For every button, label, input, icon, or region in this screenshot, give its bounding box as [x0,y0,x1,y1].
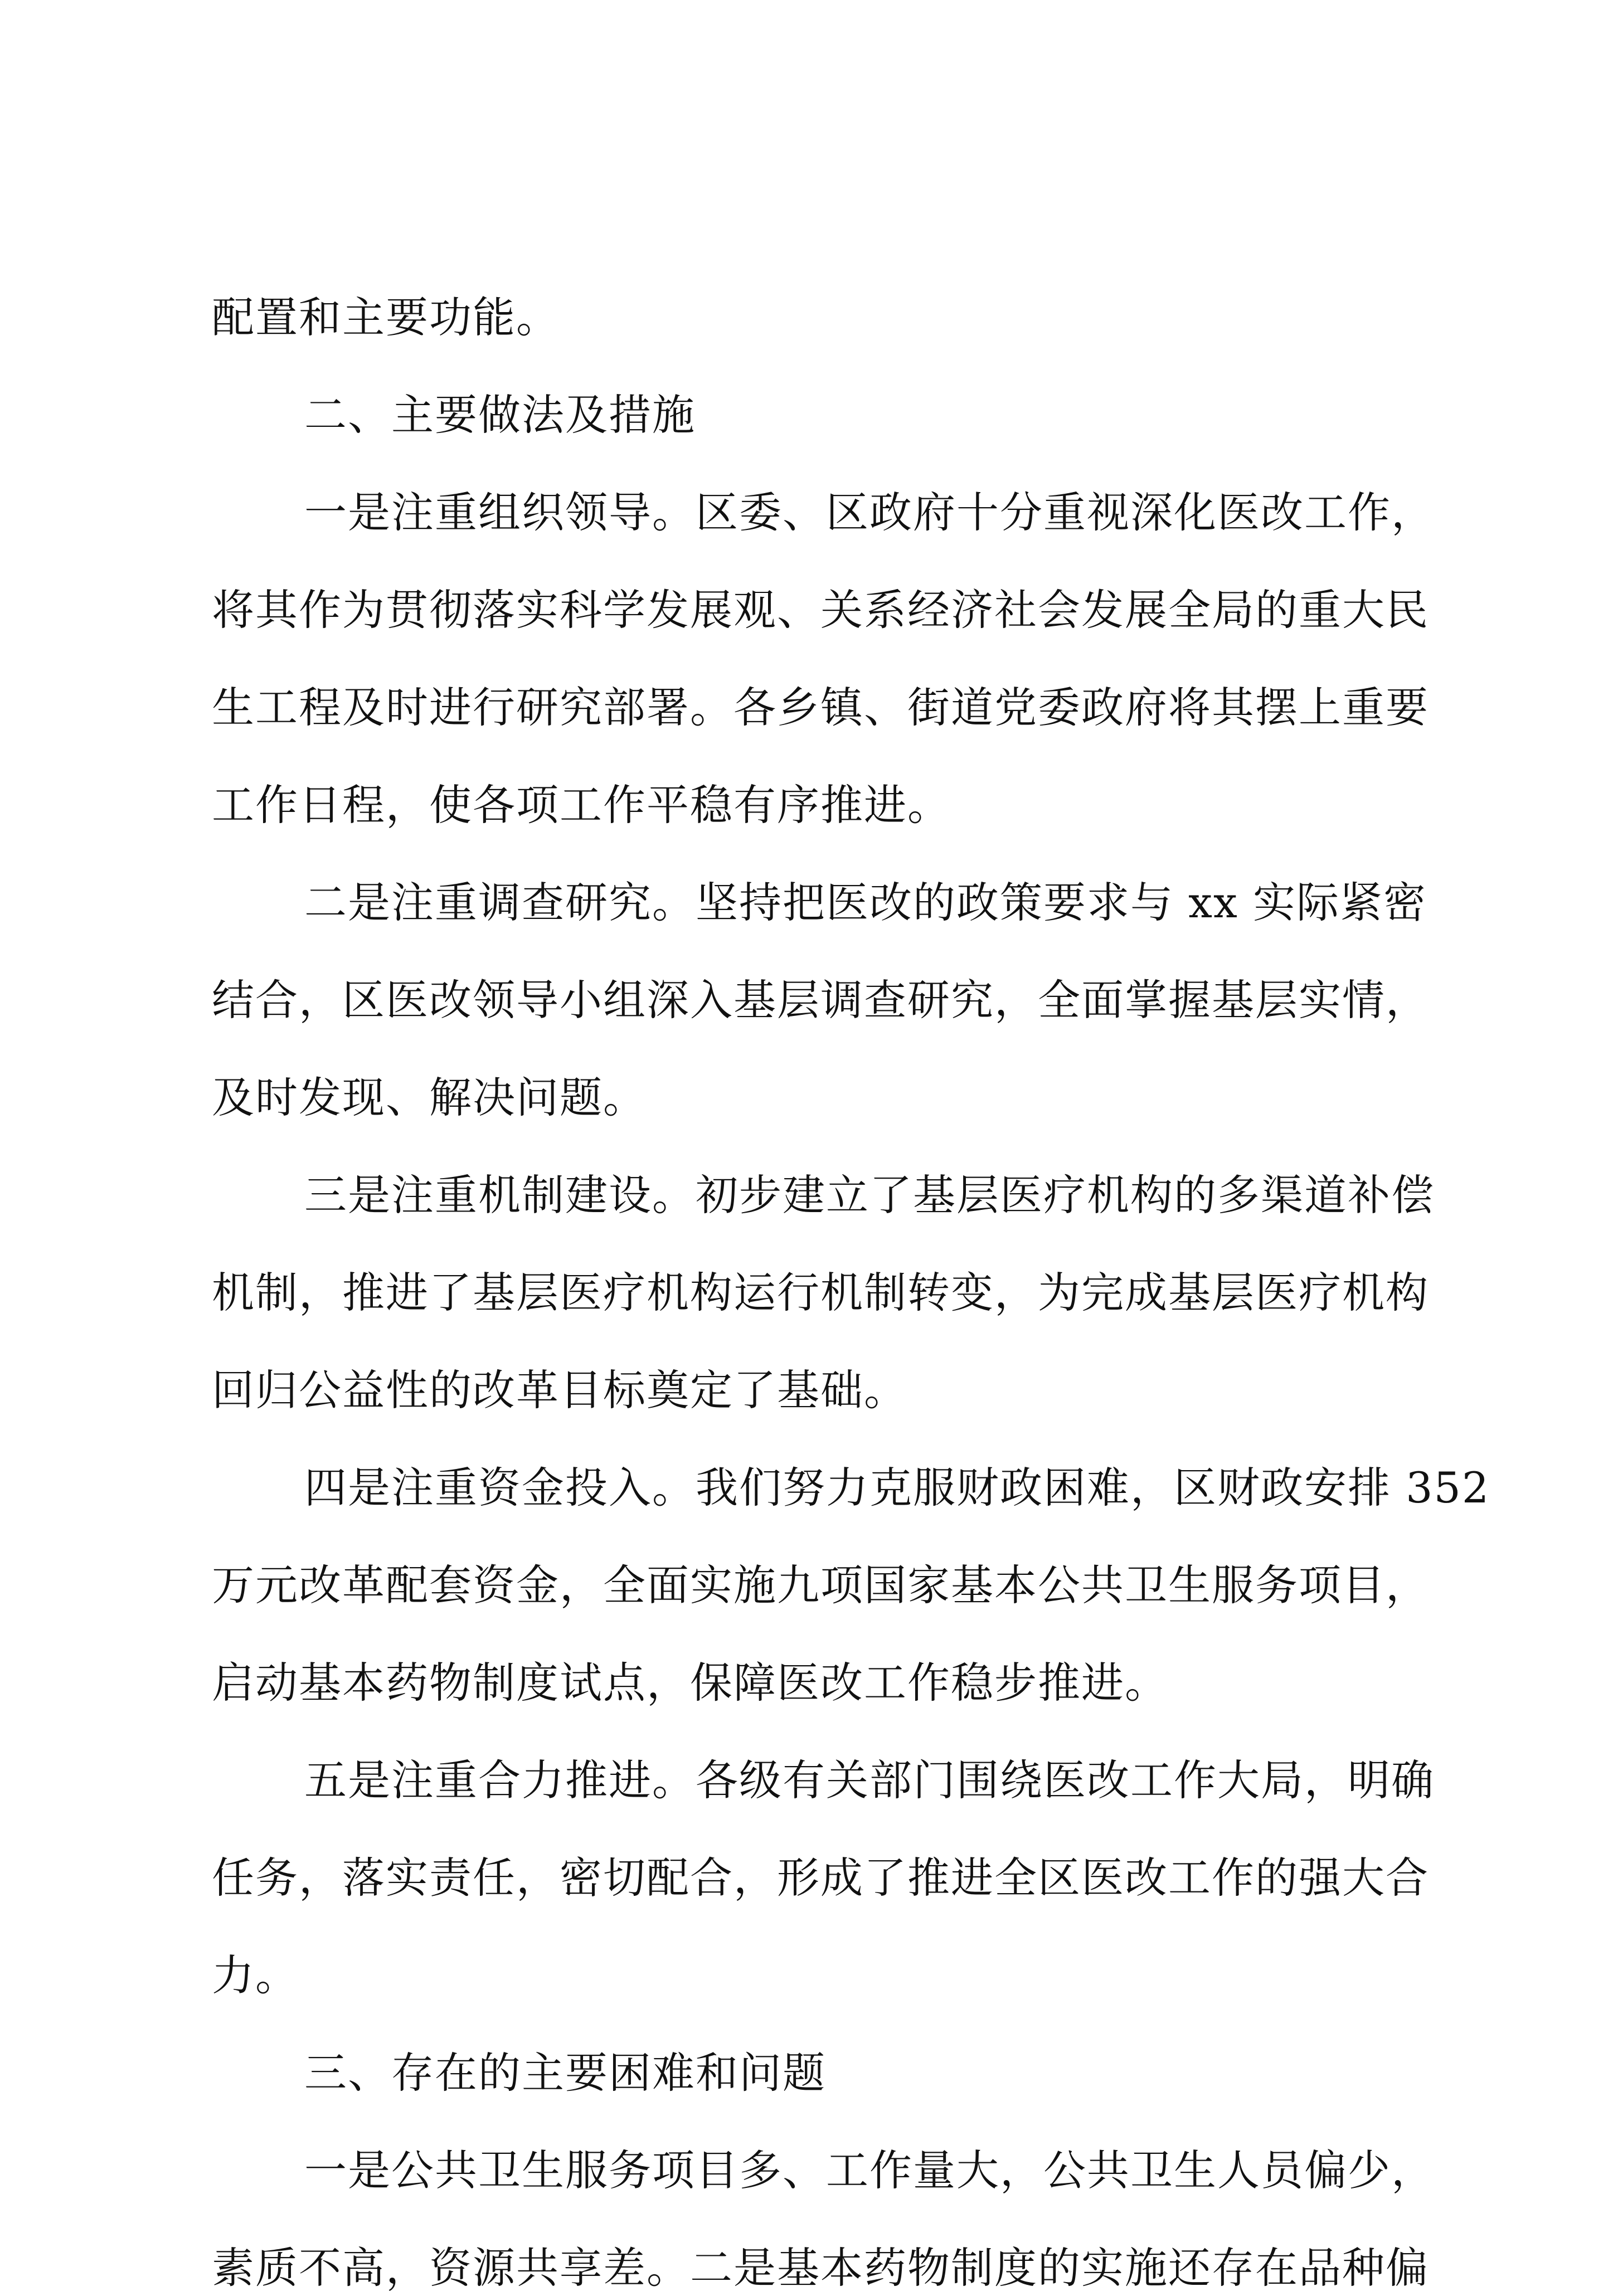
text-line: 回归公益性的改革目标奠定了基础。 [212,1365,907,1415]
text-line: 四是注重资金投入。我们努力克服财政困难，区财政安排 352 [304,1463,1490,1512]
text-line: 启动基本药物制度试点，保障医改工作稳步推进。 [212,1658,1168,1708]
text-line: 将其作为贯彻落实科学发展观、关系经济社会发展全局的重大民 [212,585,1429,635]
section-heading: 二、主要做法及措施 [304,390,696,440]
text-line: 素质不高，资源共享差。二是基本药物制度的实施还存在品种偏 [212,2243,1429,2293]
text-line: 结合，区医改领导小组深入基层调查研究，全面掌握基层实情， [212,975,1429,1025]
text-line: 五是注重合力推进。各级有关部门围绕医改工作大局，明确 [304,1755,1435,1805]
text-line: 二是注重调查研究。坚持把医改的政策要求与 xx 实际紧密 [304,878,1427,927]
text-line: 及时发现、解决问题。 [212,1073,647,1122]
section-heading: 三、存在的主要困难和问题 [304,2048,826,2098]
text-line: 机制，推进了基层医疗机构运行机制转变，为完成基层医疗机构 [212,1268,1429,1317]
text-line: 一是公共卫生服务项目多、工作量大，公共卫生人员偏少， [304,2146,1435,2195]
text-line: 万元改革配套资金，全面实施九项国家基本公共卫生服务项目， [212,1560,1429,1610]
text-line: 力。 [212,1950,299,2000]
text-line: 三是注重机制建设。初步建立了基层医疗机构的多渠道补偿 [304,1170,1435,1220]
text-line: 任务，落实责任，密切配合，形成了推进全区医改工作的强大合 [212,1853,1429,1903]
text-line: 一是注重组织领导。区委、区政府十分重视深化医改工作， [304,488,1435,537]
text-line: 生工程及时进行研究部署。各乡镇、街道党委政府将其摆上重要 [212,683,1429,732]
text-line: 配置和主要功能。 [212,293,560,342]
text-line: 工作日程，使各项工作平稳有序推进。 [212,780,951,830]
